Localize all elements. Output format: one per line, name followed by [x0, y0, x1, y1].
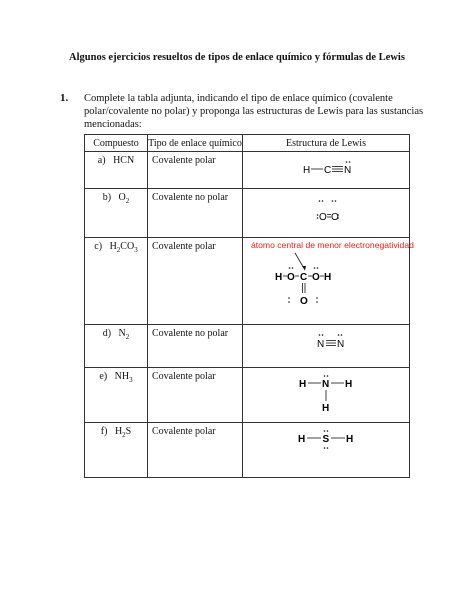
bond-type-cell: Covalente polar: [148, 423, 243, 478]
formula-subscript: 3: [129, 376, 133, 384]
bond-type-cell: Covalente polar: [148, 368, 243, 423]
compound-formula: N: [118, 328, 126, 339]
header-tipo-enlace: Tipo de enlace químico: [148, 135, 243, 152]
atom-n: N: [343, 165, 352, 176]
compound-cell: [85, 368, 148, 423]
electronegativity-note: átomo central de menor electronegatividad: [250, 240, 414, 250]
lewis-cell: [242, 189, 409, 238]
bond-type-cell: Covalente no polar: [148, 325, 243, 368]
row-letter: e): [99, 371, 108, 382]
table-row: [85, 238, 410, 325]
atom-h: H: [345, 434, 354, 445]
compound-formula: O: [118, 192, 126, 203]
lone-pair-dot: [349, 161, 351, 163]
compound-cell: [85, 152, 148, 189]
atom-o: O: [318, 212, 327, 223]
atom-c: C: [323, 165, 332, 176]
row-letter: c): [94, 241, 103, 252]
compound-formula: H: [109, 241, 117, 252]
atom-n: N: [321, 379, 330, 390]
atom-c-central: C: [299, 272, 308, 283]
table-row: [85, 368, 410, 423]
compound-cell: [85, 423, 148, 478]
header-estructura: Estructura de Lewis: [242, 135, 409, 152]
compound-cell: [85, 189, 148, 238]
table-row: [85, 189, 410, 238]
atom-h: H: [298, 379, 307, 390]
lewis-cell: [242, 368, 409, 423]
row-letter: b): [102, 192, 112, 203]
formula-subscript: 2: [122, 431, 126, 439]
lewis-hcn: [243, 152, 409, 185]
atom-h: H: [344, 379, 353, 390]
bond-type-cell: Covalente polar: [148, 238, 243, 325]
arrow-head: [302, 266, 306, 270]
lewis-h2s: [243, 423, 409, 474]
atom-s: S: [322, 434, 330, 445]
lewis-cell: [242, 152, 409, 189]
atom-n: N: [336, 339, 345, 350]
atom-h: H: [302, 165, 311, 176]
atom-h: H: [297, 434, 306, 445]
atom-o: O: [311, 272, 320, 283]
compound-formula: H: [114, 426, 123, 437]
row-letter: d): [102, 328, 112, 339]
formula-subscript: 2: [116, 246, 121, 254]
question-text: Complete la tabla adjunta, indicando el tipo de enlace químico (covalente polar/covalente no polar) y proponga las estructuras de Lewis para las sustancias mencionadas:: [84, 93, 424, 130]
atom-n: N: [316, 339, 325, 350]
lewis-o2: [243, 189, 409, 234]
lewis-n2: [243, 325, 409, 364]
table-row: [85, 152, 410, 189]
atom-o: O: [330, 212, 339, 223]
bond-type-cell: Covalente polar: [148, 152, 243, 189]
table-row: [85, 423, 410, 478]
lone-pair-dot: [346, 161, 348, 163]
lewis-h2co3: [243, 238, 409, 321]
atom-h: H: [274, 272, 283, 283]
compound-formula-rest: CO: [120, 241, 135, 252]
lewis-cell: [242, 325, 409, 368]
table-header-row: [85, 135, 410, 152]
formula-subscript: 2: [125, 197, 130, 205]
table-row: [85, 325, 410, 368]
bond-table: [84, 134, 414, 478]
header-compuesto: Compuesto: [85, 135, 148, 152]
compound-formula: NH: [114, 371, 130, 382]
atom-h: H: [323, 272, 332, 283]
row-letter: f): [100, 426, 108, 437]
row-letter: a): [97, 155, 106, 166]
compound-formula: HCN: [113, 155, 135, 166]
compound-cell: [85, 238, 148, 325]
lewis-cell: [242, 423, 409, 478]
atom-o: O: [286, 272, 295, 283]
lewis-cell: [242, 238, 414, 325]
atom-o: O: [299, 296, 308, 307]
page-title: Algunos ejercicios resueltos de tipos de enlace químico y fórmulas de Lewis: [69, 52, 405, 63]
bond-type-cell: Covalente no polar: [148, 189, 243, 238]
compound-formula-rest: S: [125, 426, 132, 437]
lewis-nh3: [243, 368, 409, 419]
compound-cell: [85, 325, 148, 368]
formula-subscript: 3: [134, 246, 138, 254]
question-number: 1.: [60, 92, 69, 104]
formula-subscript: 2: [125, 333, 130, 341]
atom-h: H: [321, 403, 330, 414]
